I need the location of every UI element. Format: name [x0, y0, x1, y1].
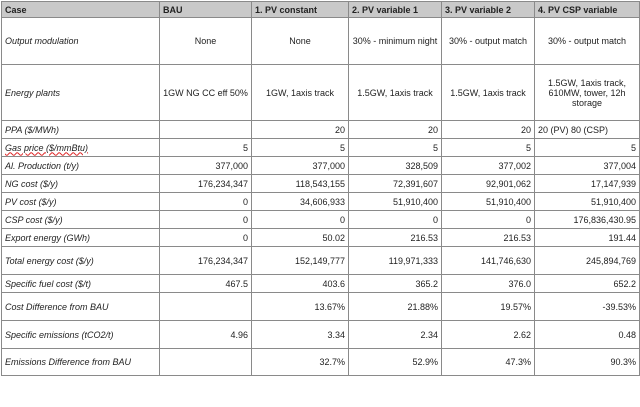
table-cell: 21.88%: [349, 293, 442, 321]
gas-price-label: Gas price ($/mmBtu): [5, 142, 89, 153]
table-cell: 0: [160, 211, 252, 229]
table-cell: 51,910,400: [535, 193, 640, 211]
table-cell: 118,543,155: [252, 175, 349, 193]
header-pv-csp-variable: 4. PV CSP variable: [535, 2, 640, 18]
table-cell: 328,509: [349, 157, 442, 175]
table-cell: 403.6: [252, 275, 349, 293]
row-label: Specific fuel cost ($/t): [2, 275, 160, 293]
table-row: [2, 275, 640, 293]
table-cell: 245,894,769: [535, 247, 640, 275]
header-case: Case: [2, 2, 160, 18]
table-cell: 191.44: [535, 229, 640, 247]
table-cell: 377,000: [252, 157, 349, 175]
table-cell: 216.53: [442, 229, 535, 247]
table-cell: 376.0: [442, 275, 535, 293]
table-cell: [160, 349, 252, 376]
table-cell: 152,149,777: [252, 247, 349, 275]
table-cell: 4.96: [160, 321, 252, 349]
header-pv-variable-2: 3. PV variable 2: [442, 2, 535, 18]
table-cell: 1GW, 1axis track: [252, 65, 349, 121]
table-cell: 0: [160, 229, 252, 247]
table-cell: 0: [252, 211, 349, 229]
header-pv-variable-1: 2. PV variable 1: [349, 2, 442, 18]
table-cell: 176,234,347: [160, 247, 252, 275]
table-cell: 20: [442, 121, 535, 139]
table-row: [2, 349, 640, 376]
row-label: Total energy cost ($/y): [2, 247, 160, 275]
row-label: Cost Difference from BAU: [2, 293, 160, 321]
table-row: [2, 18, 640, 65]
table-cell: 652.2: [535, 275, 640, 293]
table-cell: None: [252, 18, 349, 65]
table-cell: 20 (PV) 80 (CSP): [535, 121, 640, 139]
table-cell: 377,004: [535, 157, 640, 175]
table-cell: [160, 121, 252, 139]
row-label: Output modulation: [2, 18, 160, 65]
table-cell: 3.34: [252, 321, 349, 349]
table-cell: 467.5: [160, 275, 252, 293]
table-row: [2, 211, 640, 229]
row-label: Export energy (GWh): [2, 229, 160, 247]
table-cell: 1GW NG CC eff 50%: [160, 65, 252, 121]
row-label: PPA ($/MWh): [2, 121, 160, 139]
comparison-table: [1, 1, 640, 376]
table-cell: 0: [349, 211, 442, 229]
table-row: [2, 293, 640, 321]
table-row: [2, 321, 640, 349]
table-cell: 0: [160, 193, 252, 211]
table-cell: 176,234,347: [160, 175, 252, 193]
table-row: [2, 229, 640, 247]
table-cell: 119,971,333: [349, 247, 442, 275]
table-cell: 90.3%: [535, 349, 640, 376]
table-cell: 0.48: [535, 321, 640, 349]
table-cell: 30% - minimum night: [349, 18, 442, 65]
table-cell: 32.7%: [252, 349, 349, 376]
table-cell: 30% - output match: [535, 18, 640, 65]
table-cell: 92,901,062: [442, 175, 535, 193]
row-label: Energy plants: [2, 65, 160, 121]
table-cell: None: [160, 18, 252, 65]
table-cell: 72,391,607: [349, 175, 442, 193]
table-cell: [160, 293, 252, 321]
header-pv-constant: 1. PV constant: [252, 2, 349, 18]
header-row: [2, 2, 640, 18]
table-row: [2, 175, 640, 193]
table-cell: 52.9%: [349, 349, 442, 376]
table-cell: 1.5GW, 1axis track: [349, 65, 442, 121]
table-cell: 216.53: [349, 229, 442, 247]
table-cell: 5: [160, 139, 252, 157]
table-cell: 19.57%: [442, 293, 535, 321]
table-cell: 5: [535, 139, 640, 157]
table-row: [2, 139, 640, 157]
row-label: Al. Production (t/y): [2, 157, 160, 175]
row-label: Emissions Difference from BAU: [2, 349, 160, 376]
table-cell: 176,836,430.95: [535, 211, 640, 229]
table-cell: 17,147,939: [535, 175, 640, 193]
table-cell: 47.3%: [442, 349, 535, 376]
table-cell: 2.34: [349, 321, 442, 349]
header-bau: BAU: [160, 2, 252, 18]
table-row: [2, 121, 640, 139]
row-label: [2, 139, 160, 157]
row-label: CSP cost ($/y): [2, 211, 160, 229]
table-cell: 20: [349, 121, 442, 139]
row-label: NG cost ($/y): [2, 175, 160, 193]
table-cell: 377,000: [160, 157, 252, 175]
table-row: [2, 157, 640, 175]
table-cell: 5: [442, 139, 535, 157]
table-cell: 30% - output match: [442, 18, 535, 65]
table-cell: 141,746,630: [442, 247, 535, 275]
table-cell: 20: [252, 121, 349, 139]
row-label: PV cost ($/y): [2, 193, 160, 211]
table-cell: -39.53%: [535, 293, 640, 321]
row-label: Specific emissions (tCO2/t): [2, 321, 160, 349]
table-cell: 1.5GW, 1axis track: [442, 65, 535, 121]
table-cell: 51,910,400: [442, 193, 535, 211]
table-cell: 50.02: [252, 229, 349, 247]
table-cell: 365.2: [349, 275, 442, 293]
table-row: [2, 193, 640, 211]
table-cell: 51,910,400: [349, 193, 442, 211]
table-cell: 13.67%: [252, 293, 349, 321]
table-cell: 5: [349, 139, 442, 157]
table-cell: 5: [252, 139, 349, 157]
table-row: [2, 65, 640, 121]
table-cell: 0: [442, 211, 535, 229]
table-cell: 1.5GW, 1axis track, 610MW, tower, 12h storage: [535, 65, 640, 121]
table-row: [2, 247, 640, 275]
table-cell: 34,606,933: [252, 193, 349, 211]
table-cell: 2.62: [442, 321, 535, 349]
table-cell: 377,002: [442, 157, 535, 175]
